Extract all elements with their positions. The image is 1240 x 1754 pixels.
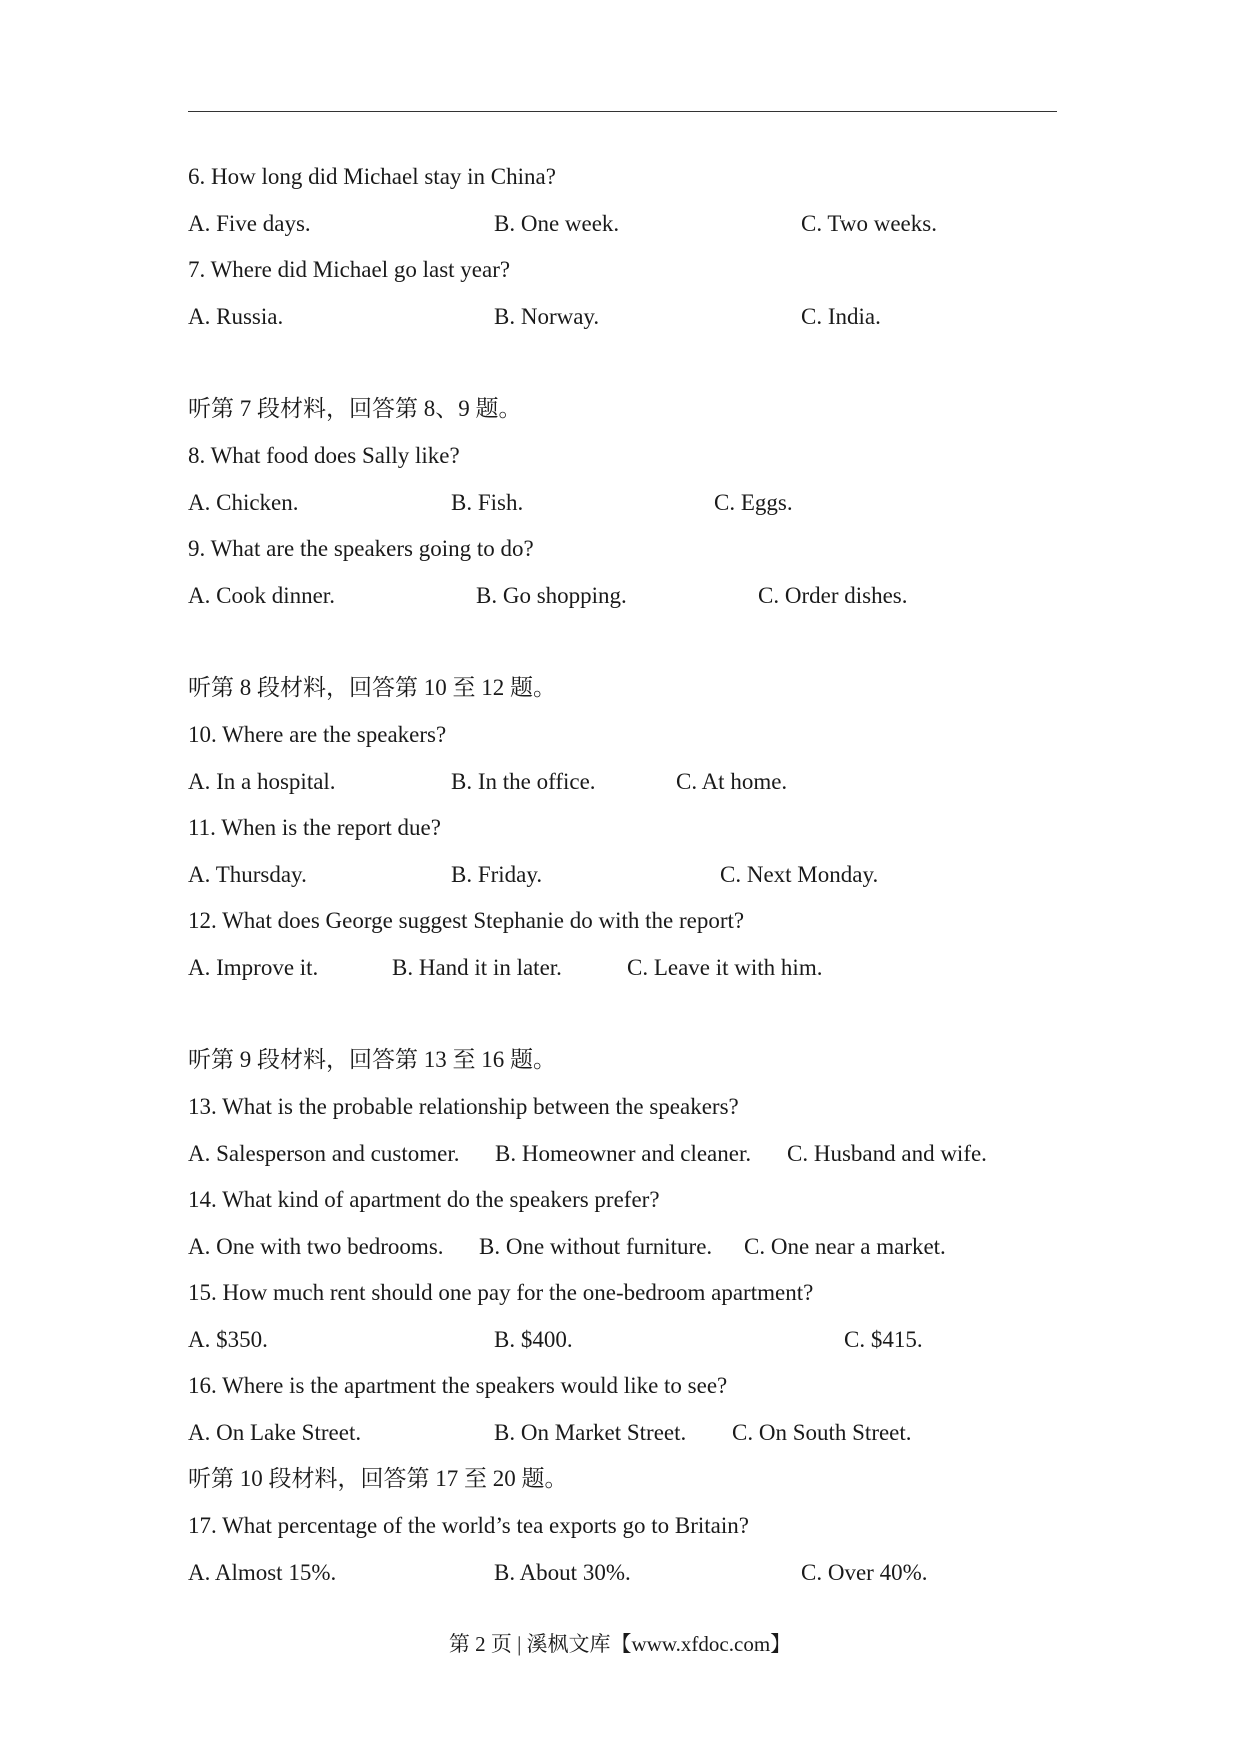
question-6: 6. How long did Michael stay in China? <box>188 164 556 189</box>
question-15: 15. How much rent should one pay for the one-bedroom apartment? <box>188 1280 814 1305</box>
q11-option-b: B. Friday. <box>451 862 543 887</box>
question-9: 9. What are the speakers going to do? <box>188 536 534 561</box>
q16-option-a: A. On Lake Street. <box>188 1420 362 1445</box>
q14-option-c: C. One near a market. <box>744 1234 946 1259</box>
page-footer: 第 2 页 | 溪枫文库【www.xfdoc.com】 <box>448 1632 792 1656</box>
q7-option-a: A. Russia. <box>188 304 284 329</box>
q9-option-c: C. Order dishes. <box>758 583 908 608</box>
question-17: 17. What percentage of the world’s tea exports go to Britain? <box>188 1513 749 1538</box>
q10-option-b: B. In the office. <box>451 769 596 794</box>
q14-option-a: A. One with two bedrooms. <box>188 1234 444 1259</box>
question-13: 13. What is the probable relationship between the speakers? <box>188 1094 739 1119</box>
header-rule <box>188 111 1057 112</box>
q15-option-c: C. $415. <box>844 1327 923 1352</box>
question-7: 7. Where did Michael go last year? <box>188 257 511 282</box>
q6-option-c: C. Two weeks. <box>801 211 937 236</box>
question-11: 11. When is the report due? <box>188 815 441 840</box>
q9-option-a: A. Cook dinner. <box>188 583 335 608</box>
q17-option-b: B. About 30%. <box>494 1560 631 1585</box>
q8-option-b: B. Fish. <box>451 490 524 515</box>
q10-option-a: A. In a hospital. <box>188 769 336 794</box>
q16-option-c: C. On South Street. <box>732 1420 912 1445</box>
q7-option-c: C. India. <box>801 304 881 329</box>
question-12: 12. What does George suggest Stephanie do with the report? <box>188 908 745 933</box>
q13-option-a: A. Salesperson and customer. <box>188 1141 460 1166</box>
question-14: 14. What kind of apartment do the speakers prefer? <box>188 1187 660 1212</box>
q17-option-c: C. Over 40%. <box>801 1560 928 1585</box>
question-10: 10. Where are the speakers? <box>188 722 447 747</box>
q11-option-c: C. Next Monday. <box>720 862 879 887</box>
q15-option-a: A. $350. <box>188 1327 268 1352</box>
section-heading-8: 听第 8 段材料，回答第 10 至 12 题。 <box>188 675 556 700</box>
q11-option-a: A. Thursday. <box>188 862 307 887</box>
q8-option-a: A. Chicken. <box>188 490 299 515</box>
q12-option-b: B. Hand it in later. <box>392 955 562 980</box>
q12-option-c: C. Leave it with him. <box>627 955 823 980</box>
q12-option-a: A. Improve it. <box>188 955 319 980</box>
q15-option-b: B. $400. <box>494 1327 573 1352</box>
section-heading-10: 听第 10 段材料，回答第 17 至 20 题。 <box>188 1466 568 1491</box>
q8-option-c: C. Eggs. <box>714 490 793 515</box>
section-heading-9: 听第 9 段材料，回答第 13 至 16 题。 <box>188 1047 556 1072</box>
q13-option-b: B. Homeowner and cleaner. <box>495 1141 752 1166</box>
question-8: 8. What food does Sally like? <box>188 443 460 468</box>
section-heading-7: 听第 7 段材料，回答第 8、9 题。 <box>188 396 522 421</box>
q14-option-b: B. One without furniture. <box>479 1234 713 1259</box>
q7-option-b: B. Norway. <box>494 304 600 329</box>
q6-option-a: A. Five days. <box>188 211 311 236</box>
q9-option-b: B. Go shopping. <box>476 583 627 608</box>
q16-option-b: B. On Market Street. <box>494 1420 687 1445</box>
q13-option-c: C. Husband and wife. <box>787 1141 987 1166</box>
q6-option-b: B. One week. <box>494 211 620 236</box>
question-16: 16. Where is the apartment the speakers would like to see? <box>188 1373 728 1398</box>
q17-option-a: A. Almost 15%. <box>188 1560 337 1585</box>
q10-option-c: C. At home. <box>676 769 788 794</box>
